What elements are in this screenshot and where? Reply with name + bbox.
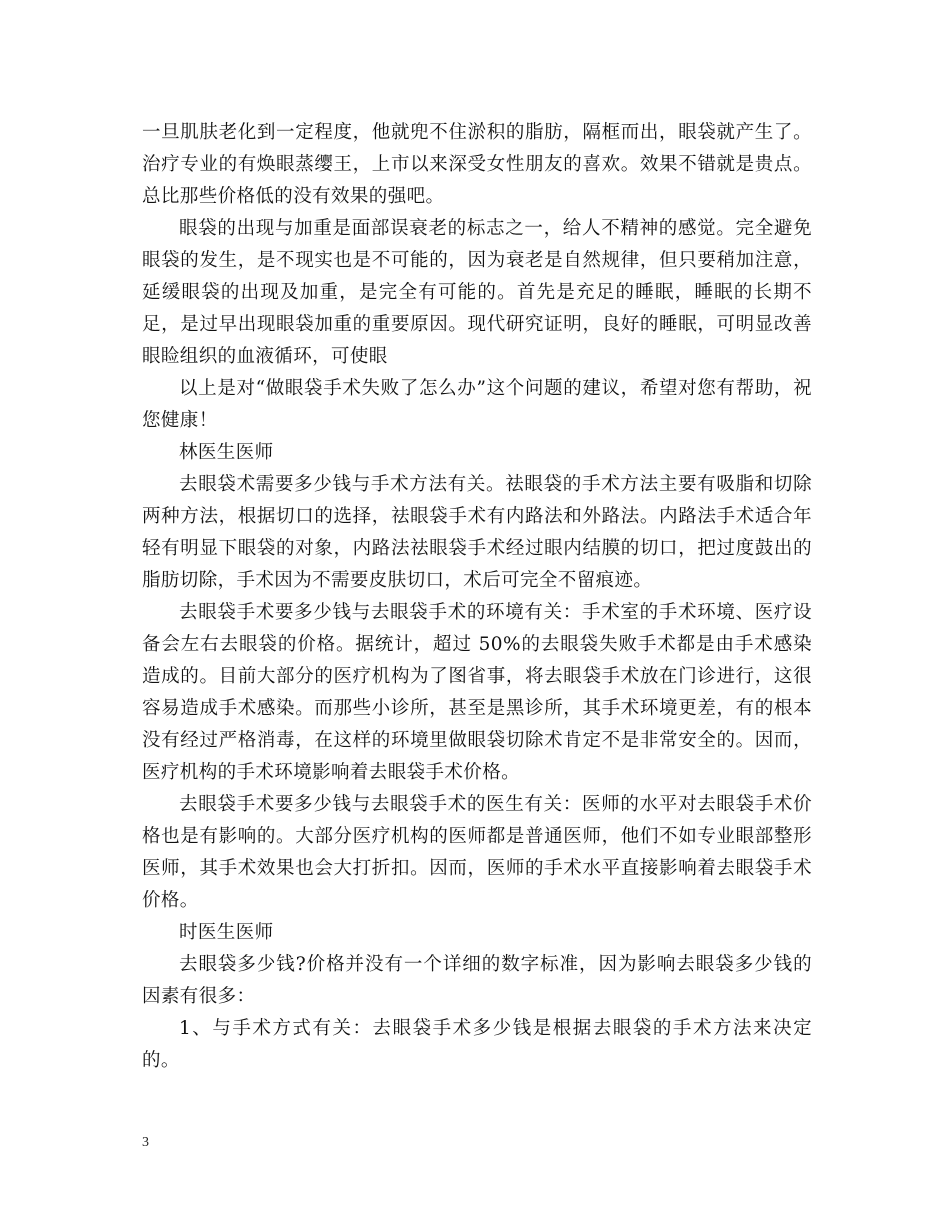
list-item-surgery-method: 1、与手术方式有关：去眼袋手术多少钱是根据去眼袋的手术方法来决定的。 [142,1018,812,1071]
paragraph-surgeon-skill-cost: 去眼袋手术要多少钱与去眼袋手术的医生有关：医师的水平对去眼袋手术价格也是有影响的。大部分医疗机构的医师都是普通医师，他们不如专业眼部整形医师，其手术效果也会大打折扣。因而，医师的手术水平直接影响着去眼袋手术价格。 [142,794,812,911]
paragraph-eye-bag-prevention: 眼袋的出现与加重是面部误衰老的标志之一，给人不精神的感觉。完全避免眼袋的发生，是不现实也是不可能的，因为衰老是自然规律，但只要稍加注意，延缓眼袋的出现及加重，是完全有可能的。首先是充足的睡眠，睡眠的长期不足，是过早出现眼袋加重的重要原因。现代研究证明，良好的睡眠，可明显改善眼睑组织的血液循环，可使眼 [142,218,812,367]
paragraph-closing-advice: 以上是对“做眼袋手术失败了怎么办”这个问题的建议，希望对您有帮助，祝您健康！ [142,378,812,431]
paragraph-price-factors: 去眼袋多少钱?价格并没有一个详细的数字标准，因为影响去眼袋多少钱的因素有很多： [142,954,812,1007]
document-body [142,117,812,1077]
doctor-signature-lin: 林医生医师 [179,442,274,463]
doctor-signature-shi: 时医生医师 [179,922,274,943]
paragraph-eye-bag-formation: 一旦肌肤老化到一定程度，他就兜不住淤积的脂肪，隔框而出，眼袋就产生了。治疗专业的有焕眼蒸缨王，上市以来深受女性朋友的喜欢。效果不错就是贵点。总比那些价格低的没有效果的强吧。 [142,122,812,207]
paragraph-surgery-environment-cost: 去眼袋手术要多少钱与去眼袋手术的环境有关：手术室的手术环境、医疗设备会左右去眼袋的价格。据统计，超过 50%的去眼袋失败手术都是由手术感染造成的。目前大部分的医疗机构为了图省事，将去眼袋手术放在门诊进行，这很容易造成手术感染。而那些小诊所，甚至是黑诊所，其手术环境更差，有的根本没有经过严格消毒，在这样的环境里做眼袋切除术肯定不是非常安全的。因而，医疗机构的手术环境影响着去眼袋手术价格。 [142,602,812,783]
page-number: 3 [142,1135,149,1150]
paragraph-surgery-method-cost: 去眼袋术需要多少钱与手术方法有关。祛眼袋的手术方法主要有吸脂和切除两种方法，根据切口的选择，祛眼袋手术有内路法和外路法。内路法手术适合年轻有明显下眼袋的对象，内路法祛眼袋手术经过眼内结膜的切口，把过度鼓出的脂肪切除，手术因为不需要皮肤切口，术后可完全不留痕迹。 [142,474,812,591]
